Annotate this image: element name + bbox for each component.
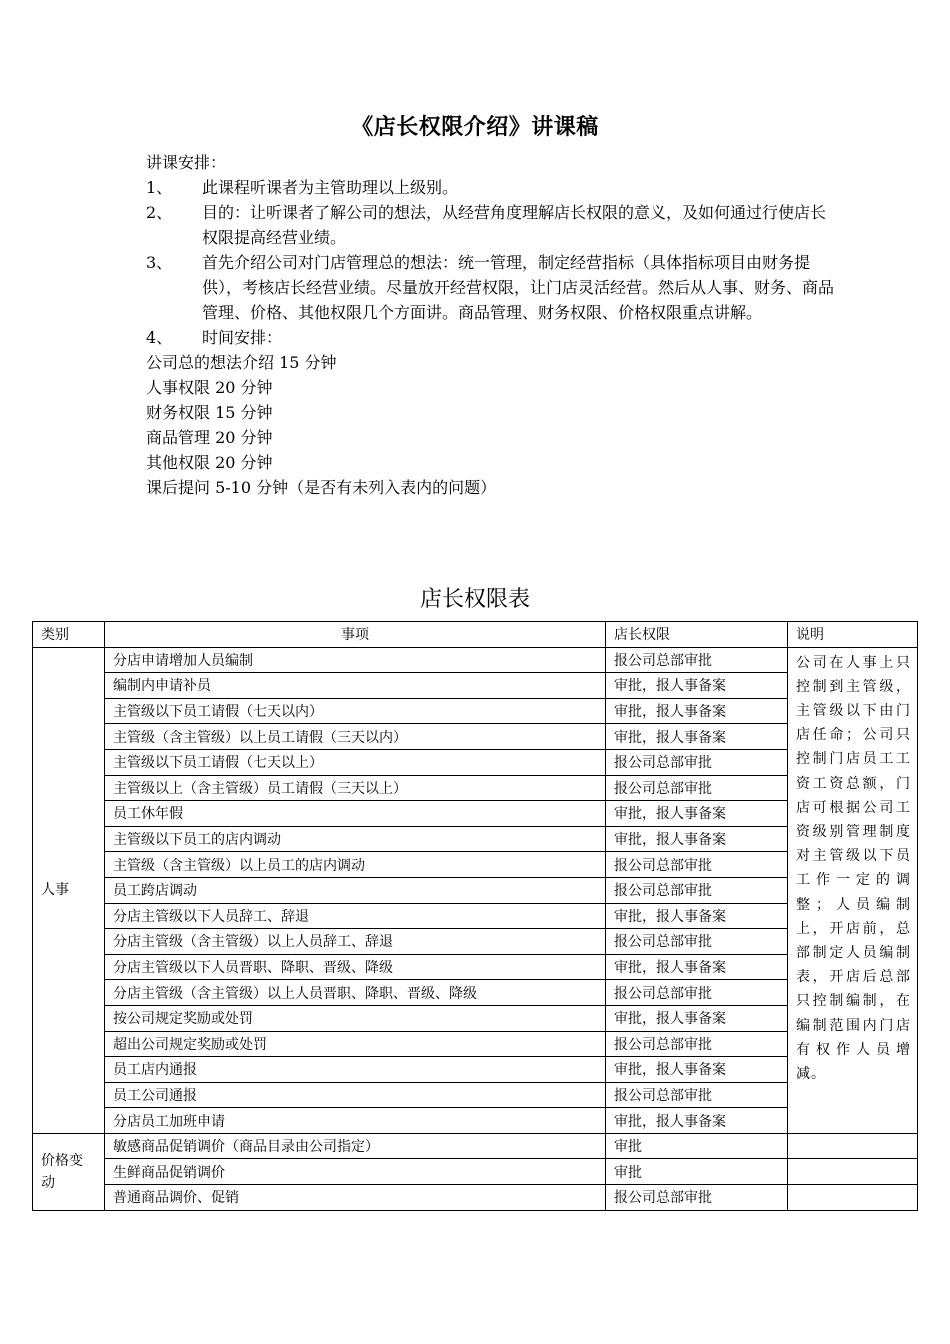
authority-cell: 审批，报人事备案: [606, 903, 788, 929]
table-row: [33, 929, 918, 955]
category-cell-personnel: 人事: [33, 647, 105, 1133]
item-cell: 超出公司规定奖励或处罚: [105, 1031, 606, 1057]
arrangement-item: [146, 250, 836, 325]
authority-cell: 报公司总部审批: [606, 980, 788, 1006]
item-cell: 分店主管级以下人员晋职、降职、晋级、降级: [105, 954, 606, 980]
note-cell-empty: [788, 1159, 918, 1185]
authority-cell: 报公司总部审批: [606, 1082, 788, 1108]
authority-cell: 审批，报人事备案: [606, 954, 788, 980]
permission-table: [32, 621, 918, 1211]
table-row: [33, 1082, 918, 1108]
table-row: [33, 647, 918, 673]
item-cell: 主管级以上（含主管级）员工请假（三天以上）: [105, 775, 606, 801]
authority-cell: 审批，报人事备案: [606, 673, 788, 699]
schedule-item: 其他权限 20 分钟: [146, 453, 273, 472]
header-item: 事项: [105, 622, 606, 648]
table-row: [33, 1159, 918, 1185]
authority-cell: 报公司总部审批: [606, 1031, 788, 1057]
item-cell: 分店主管级（含主管级）以上人员辞工、辞退: [105, 929, 606, 955]
table-row: [33, 903, 918, 929]
authority-cell: 报公司总部审批: [606, 877, 788, 903]
authority-cell: 审批，报人事备案: [606, 801, 788, 827]
arrangement-item: [146, 325, 836, 350]
authority-cell: 审批，报人事备案: [606, 1005, 788, 1031]
item-cell: 生鲜商品促销调价: [105, 1159, 606, 1185]
table-row: [33, 1108, 918, 1134]
arrangement-item-number: 2、: [146, 203, 173, 222]
arrangement-item-number: 1、: [146, 178, 173, 197]
category-cell-price: 价格变动: [33, 1133, 105, 1210]
arrangement-list: [146, 175, 836, 350]
authority-cell: 审批，报人事备案: [606, 724, 788, 750]
arrangement-heading: 讲课安排：: [146, 153, 227, 172]
arrangement-item: [146, 200, 836, 250]
authority-cell: 审批: [606, 1159, 788, 1185]
schedule-list: [146, 350, 836, 500]
table-row: [33, 852, 918, 878]
authority-cell: 报公司总部审批: [606, 775, 788, 801]
arrangement-item-text: 目的：让听课者了解公司的想法，从经营角度理解店长权限的意义，及如何通过行使店长权限提高经营业绩。: [202, 203, 827, 247]
schedule-item: 人事权限 20 分钟: [146, 378, 273, 397]
header-authority: 店长权限: [606, 622, 788, 648]
item-cell: 分店申请增加人员编制: [105, 647, 606, 673]
item-cell: 员工跨店调动: [105, 877, 606, 903]
item-cell: 编制内申请补员: [105, 673, 606, 699]
authority-cell: 审批，报人事备案: [606, 1108, 788, 1134]
item-cell: 主管级以下员工的店内调动: [105, 826, 606, 852]
table-row: [33, 1185, 918, 1211]
item-cell: 按公司规定奖励或处罚: [105, 1005, 606, 1031]
item-cell: 员工店内通报: [105, 1057, 606, 1083]
table-row: [33, 724, 918, 750]
authority-cell: 审批，报人事备案: [606, 826, 788, 852]
authority-cell: 报公司总部审批: [606, 929, 788, 955]
item-cell: 分店员工加班申请: [105, 1108, 606, 1134]
arrangement-item-text: 首先介绍公司对门店管理总的想法：统一管理，制定经营指标（具体指标项目由财务提供），考核店长经营业绩。尽量放开经营权限，让门店灵活经营。然后从人事、财务、商品管理、价格、其他权限几个方面讲。商品管理、财务权限、价格权限重点讲解。: [202, 253, 835, 322]
item-cell: 分店主管级（含主管级）以上人员晋职、降职、晋级、降级: [105, 980, 606, 1006]
table-row: [33, 1057, 918, 1083]
table-row: [33, 1133, 918, 1159]
authority-cell: 报公司总部审批: [606, 647, 788, 673]
item-cell: 主管级（含主管级）以上员工的店内调动: [105, 852, 606, 878]
schedule-item: 财务权限 15 分钟: [146, 403, 273, 422]
arrangement-item-text: 此课程听课者为主管助理以上级别。: [202, 178, 459, 197]
item-cell: 敏感商品促销调价（商品目录由公司指定）: [105, 1133, 606, 1159]
item-cell: 员工休年假: [105, 801, 606, 827]
item-cell: 主管级以下员工请假（七天以上）: [105, 749, 606, 775]
table-row: [33, 877, 918, 903]
table-row: [33, 749, 918, 775]
table-row: [33, 673, 918, 699]
arrangement-item-number: 4、: [146, 328, 173, 347]
table-row: [33, 954, 918, 980]
note-cell-empty: [788, 1133, 918, 1159]
authority-cell: 报公司总部审批: [606, 1185, 788, 1211]
item-cell: 员工公司通报: [105, 1082, 606, 1108]
table-header-row: [33, 622, 918, 648]
authority-cell: 审批，报人事备案: [606, 1057, 788, 1083]
table-row: [33, 1031, 918, 1057]
schedule-item: 公司总的想法介绍 15 分钟: [146, 353, 337, 372]
table-row: [33, 801, 918, 827]
item-cell: 普通商品调价、促销: [105, 1185, 606, 1211]
item-cell: 分店主管级以下人员辞工、辞退: [105, 903, 606, 929]
arrangement-item: [146, 175, 836, 200]
table-row: [33, 698, 918, 724]
arrangement-item-number: 3、: [146, 253, 173, 272]
table-row: [33, 775, 918, 801]
document-title: 《店长权限介绍》讲课稿: [351, 114, 599, 140]
schedule-item: 课后提问 5-10 分钟（是否有未列入表内的问题）: [146, 478, 497, 497]
schedule-item: 商品管理 20 分钟: [146, 428, 273, 447]
authority-cell: 审批: [606, 1133, 788, 1159]
table-title: 店长权限表: [419, 587, 530, 612]
table-body: [33, 647, 918, 1210]
header-note: 说明: [788, 622, 918, 648]
table-row: [33, 826, 918, 852]
authority-cell: 审批，报人事备案: [606, 698, 788, 724]
arrangement-item-text: 时间安排：: [202, 328, 283, 347]
table-row: [33, 980, 918, 1006]
table-row: [33, 1005, 918, 1031]
authority-cell: 报公司总部审批: [606, 749, 788, 775]
authority-cell: 报公司总部审批: [606, 852, 788, 878]
item-cell: 主管级以下员工请假（七天以内）: [105, 698, 606, 724]
item-cell: 主管级（含主管级）以上员工请假（三天以内）: [105, 724, 606, 750]
header-category: 类别: [33, 622, 105, 648]
course-arrangement: [146, 150, 836, 500]
note-cell-empty: [788, 1185, 918, 1211]
note-cell-personnel: 公司在人事上只控制到主管级，主管级以下由门店任命；公司只控制门店员工工资工资总额，门店可根据公司工资级别管理制度对主管级以下员工作一定的调整；人员编制上，开店前，总部制定人员编制表，开店后总部只控制编制，在编制范围内门店有权作人员增减。: [788, 647, 918, 1133]
